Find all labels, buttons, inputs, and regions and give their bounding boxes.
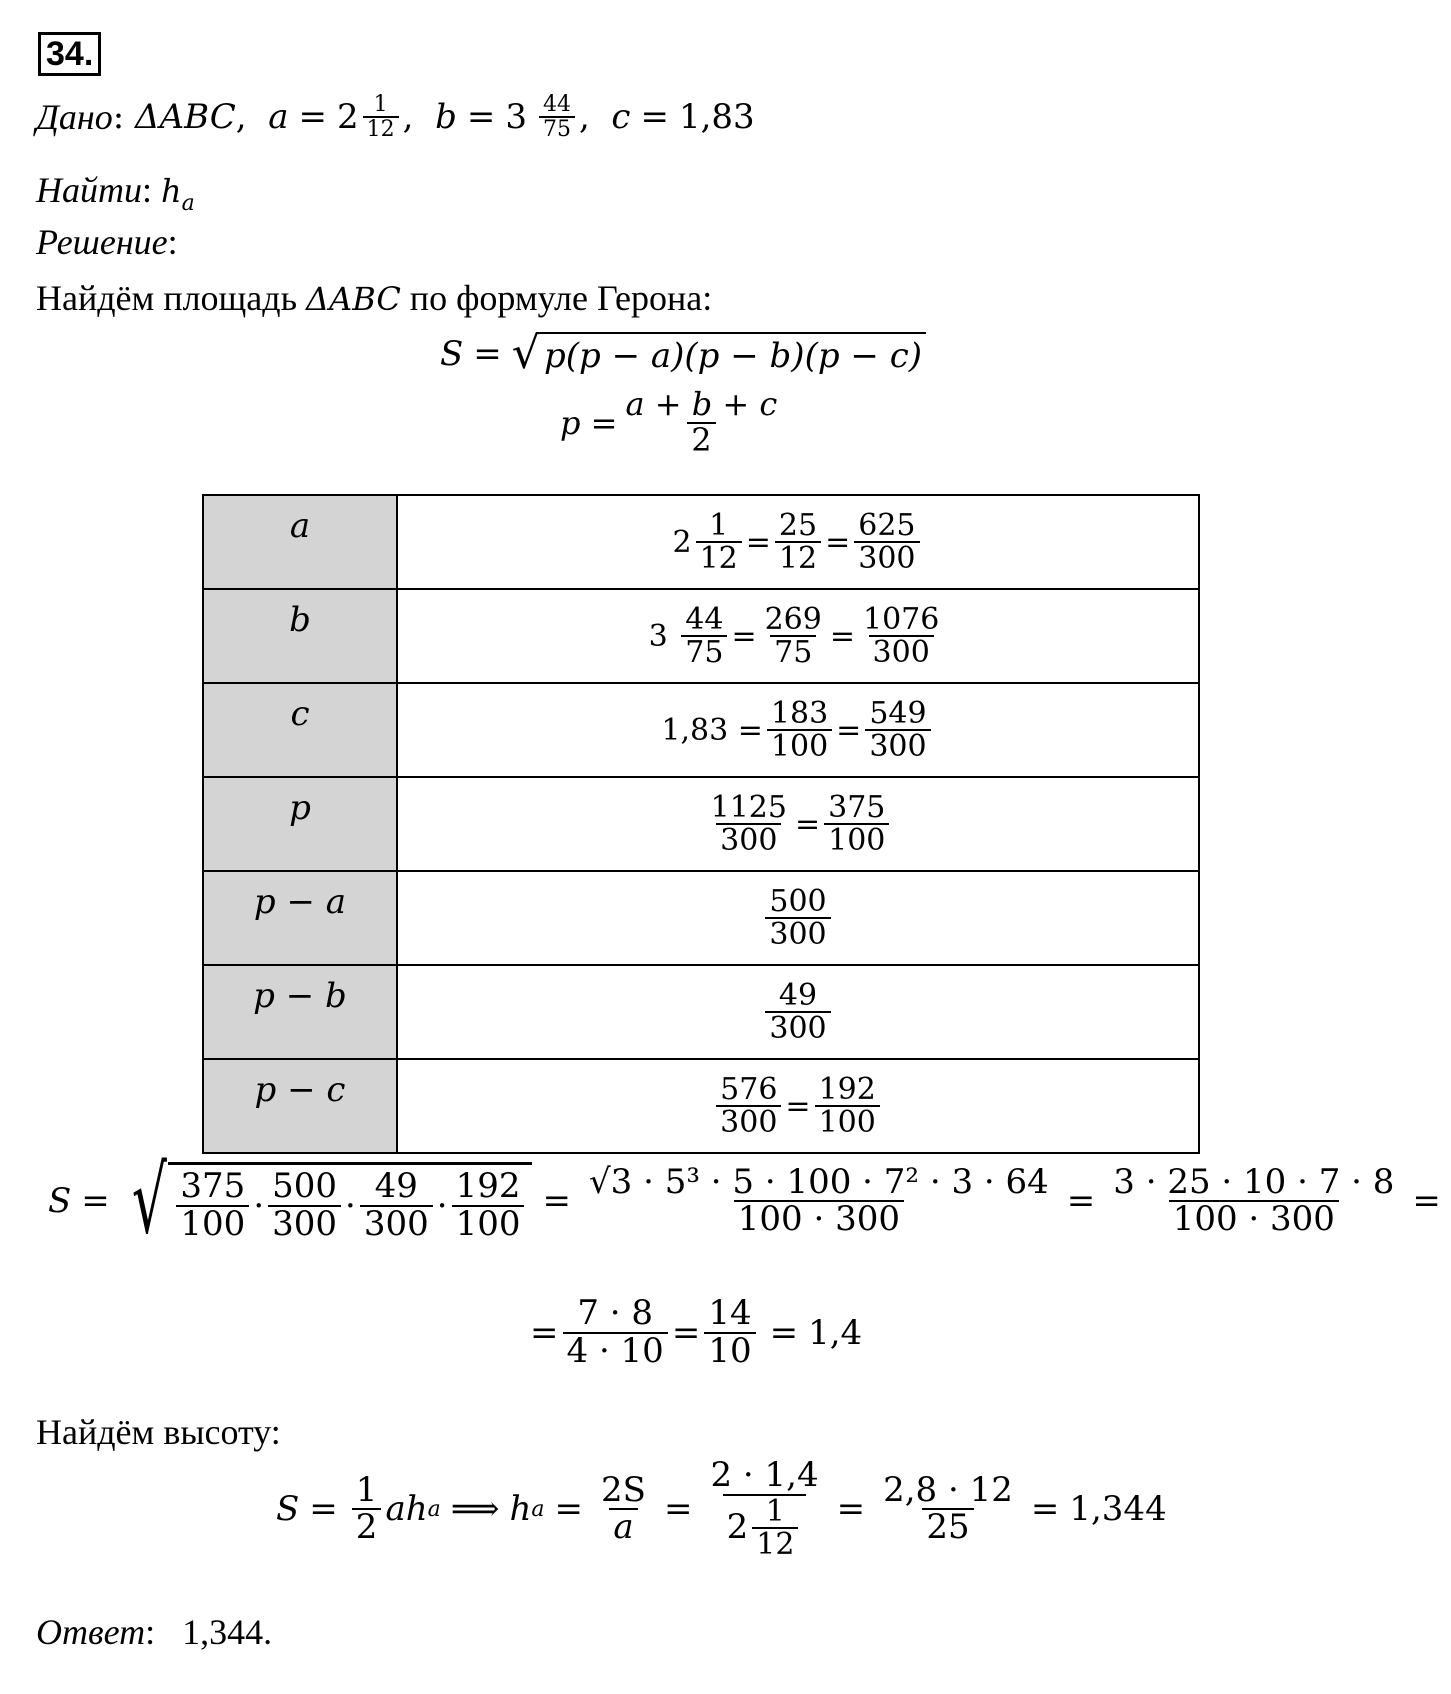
find-target: h [161, 172, 182, 210]
values-table [202, 494, 1200, 1154]
row-value: 3 $\frac{44}{75}$ = $\frac{269}{75}$ = $\frac{1076}{300}$ [397, 589, 1199, 683]
row-label: p − b [203, 965, 397, 1059]
row-value: 2 $\frac{1}{12}$ = $\frac{25}{12}$ = $\frac{625}{300}$ [397, 495, 1199, 589]
table-row [203, 589, 1199, 683]
area-calc-line2: = $\frac{7 \cdot 8}{4 \cdot 10}$ = $\frac{14}{10}$ = 1,4 [530, 1293, 863, 1371]
given-triangle: ΔABC [135, 97, 236, 137]
problem-number: 34. [38, 32, 101, 76]
given-b-fraction: $\frac{44}{75}$ [539, 93, 575, 141]
semi-perimeter [560, 385, 785, 459]
answer-label: Ответ [36, 1612, 146, 1652]
row-label: a [203, 495, 397, 589]
find-sub: a [181, 191, 195, 217]
heron-intro-text: Найдём площадь [36, 278, 297, 318]
given-a-fraction: $\frac{1}{12}$ [363, 93, 399, 141]
given-a-whole: 2 [337, 97, 359, 137]
area-result: 1,4 [808, 1312, 863, 1353]
table-row [203, 871, 1199, 965]
height-fraction-mixed: 2 · 1,4 2 $\frac{1}{12}$ [710, 1455, 819, 1563]
answer-line: Ответ: 1,344. [36, 1612, 273, 1652]
heron-intro [36, 280, 712, 316]
find-label: Найти [36, 170, 142, 210]
solution-label-text: Решение [36, 222, 168, 262]
height-intro: Найдём высоту: [36, 1412, 281, 1452]
given-b-whole: 3 [505, 97, 527, 137]
heron-intro-end: по формуле Герона: [409, 278, 713, 318]
height-result: 1,344 [1069, 1489, 1167, 1530]
semi-perimeter-lhs: p = [560, 403, 618, 442]
table-row [203, 683, 1199, 777]
row-label: p − a [203, 871, 397, 965]
given-line: Дано : ΔABC , a = 2 $\frac{1}{12}$ , b = 3 $\frac{44}{75}$ , c = 1,83 [36, 91, 755, 142]
area-calc-line1: S = √ $\frac{375}{100}$ · $\frac{500}{300}$ · $\frac{49}{300}$ · $\frac{192}{100}$ = $\frac{\text{√3 · 5³ · 5 · 100 · 7² · 3 · 64}}{100 \cdot 300}$ = $\frac{3 \cdot 25 \cdot 10 \cdot 7 \cdot 8}{100 \cdot 300}$ = [48, 1147, 1441, 1254]
row-value: $\frac{1125}{300}$ = $\frac{375}{100}$ [397, 777, 1199, 871]
row-value: 1,83 = $\frac{183}{100}$ = $\frac{549}{300}$ [397, 683, 1199, 777]
given-c: 1,83 [678, 97, 755, 137]
table-row [203, 495, 1199, 589]
area-mid-fraction: $\frac{\text{√3 · 5³ · 5 · 100 · 7² · 3 · 64}}{100 \cdot 300}$ [588, 1161, 1049, 1240]
heron-formula: S = √ p(p − a)(p − b)(p − c) [440, 332, 926, 376]
given-label: Дано [36, 97, 113, 137]
row-label: p [203, 777, 397, 871]
heron-intro-triangle: ΔABC [305, 280, 401, 318]
row-value: $\frac{49}{300}$ [397, 965, 1199, 1059]
table-row [203, 965, 1199, 1059]
height-calc: S = $\frac{1}{2}$ ah a ⟹ h a = $\frac{2S}{a}$ = 2 · 1,4 2 $\frac{1}{12}$ = $\frac{2,8 \cdot 12}{25}$ = 1,344 [276, 1455, 1167, 1563]
answer-value: 1,344. [182, 1612, 273, 1652]
row-value: $\frac{576}{300}$ = $\frac{192}{100}$ [397, 1059, 1199, 1153]
row-value: $\frac{500}{300}$ [397, 871, 1199, 965]
row-label: c [203, 683, 397, 777]
semi-perimeter-fraction: $\frac{a + b + c}{2}$ [625, 385, 778, 459]
table-row [203, 777, 1199, 871]
solution-label: Решение: [36, 222, 178, 262]
row-label: b [203, 589, 397, 683]
row-label: p − c [203, 1059, 397, 1153]
area-right-fraction: $\frac{3 \cdot 25 \cdot 10 \cdot 7 \cdot 8}{100 \cdot 300}$ [1113, 1161, 1395, 1240]
find-line: Найти: $h_a$ [36, 170, 195, 217]
table-row [203, 1059, 1199, 1153]
